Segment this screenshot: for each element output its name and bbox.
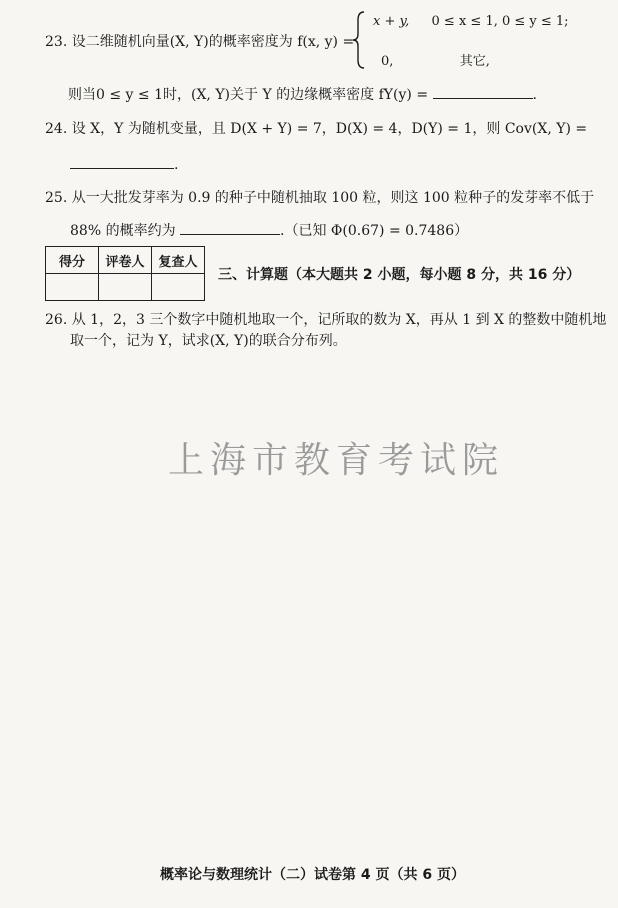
q23-case1-expr: x + y, (373, 14, 410, 29)
q25-line2 (70, 220, 468, 241)
q26-line1-text: 从 1，2，3 三个数字中随机地取一个，记所取的数为 X，再从 1 到 X 的整数中随机地 (71, 312, 607, 328)
score-table-header-row (46, 247, 205, 274)
q25-hint: .（已知 Φ(0.67) = 0.7486） (280, 223, 469, 239)
q23-stem (45, 32, 354, 52)
q24-number: 24. (45, 121, 68, 137)
page-footer: 概率论与数理统计（二）试卷第 4 页（共 6 页） (160, 867, 465, 883)
q24-end: . (174, 157, 179, 173)
q23-end: . (532, 87, 537, 103)
q23-case2 (381, 50, 490, 69)
section-3-heading: 三、计算题（本大题共 2 小题，每小题 8 分，共 16 分） (218, 267, 581, 283)
q26-line2 (70, 331, 347, 351)
q23-line2-text: 则当0 ≤ y ≤ 1时，(X, Y)关于 Y 的边缘概率密度 fY(y) = (68, 87, 429, 103)
q25-line2-text: 88% 的概率约为 (70, 223, 176, 239)
q24-stem (45, 119, 587, 139)
q24-answer-blank[interactable] (70, 154, 174, 169)
score-header-score: 得分 (46, 247, 99, 274)
q23-case1-cond: 0 ≤ x ≤ 1, 0 ≤ y ≤ 1; (431, 14, 569, 29)
watermark-text: 上海市教育考试院 (168, 440, 505, 481)
q26-number: 26. (45, 312, 68, 328)
score-header-reviewer: 复查人 (152, 247, 205, 274)
grader-cell[interactable] (99, 274, 152, 301)
q26-line2-text: 取一个，记为 Y，试求(X, Y)的联合分布列。 (70, 333, 347, 349)
q26-line1 (45, 310, 606, 330)
q25-stem (45, 188, 594, 208)
score-header-grader: 评卷人 (99, 247, 152, 274)
piecewise-brace (352, 10, 366, 70)
q23-answer-blank[interactable] (433, 84, 533, 99)
q24-text: 设 X，Y 为随机变量，且 D(X + Y) = 7，D(X) = 4，D(Y) = 1，则 Cov(X, Y) = (71, 121, 588, 137)
score-table-entry-row (46, 274, 205, 301)
q23-case2-cond: 其它, (459, 54, 490, 69)
score-table (45, 246, 205, 301)
q24-line2 (70, 154, 178, 175)
reviewer-cell[interactable] (152, 274, 205, 301)
q23-case1 (373, 14, 569, 29)
q23-text: 设二维随机向量(X, Y)的概率密度为 f(x, y) = (71, 34, 355, 50)
q25-answer-blank[interactable] (180, 220, 280, 235)
score-cell[interactable] (46, 274, 99, 301)
q25-text: 从一大批发芽率为 0.9 的种子中随机抽取 100 粒，则这 100 粒种子的发芽率不低于 (71, 190, 595, 206)
q23-line2 (68, 84, 537, 105)
q23-case2-expr: 0, (381, 54, 394, 69)
q23-number: 23. (45, 34, 68, 50)
q25-number: 25. (45, 190, 68, 206)
